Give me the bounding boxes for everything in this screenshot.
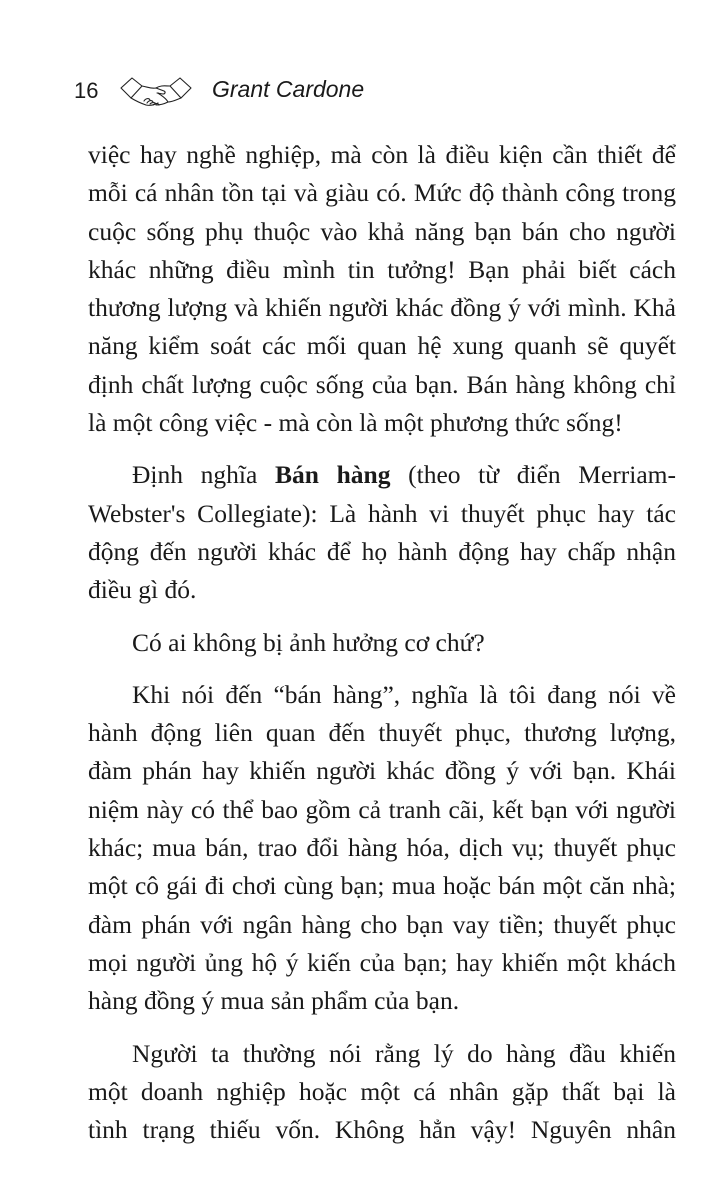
paragraph-question <box>88 624 676 662</box>
text-line: Có ai không bị ảnh hưởng cơ chứ? <box>132 627 485 657</box>
text-line: niệm này có thể bao gồm cả tranh cãi, kết bạn với người <box>88 794 676 824</box>
handshake-icon <box>118 74 194 110</box>
running-header <box>0 72 714 112</box>
text-line: điều gì đó. <box>88 575 197 605</box>
text-line: thương lượng và khiến người khác đồng ý với mình. Khả <box>88 293 676 323</box>
text-line: hành động liên quan đến thuyết phục, thương lượng, <box>88 718 676 748</box>
paragraph-1 <box>88 136 676 442</box>
text-line: Khi nói đến “bán hàng”, nghĩa là tôi đang nói về <box>132 679 676 709</box>
text-line: khác những điều mình tin tưởng! Bạn phải biết cách <box>88 254 676 284</box>
definition-source: (theo từ điển Merriam- <box>390 460 676 490</box>
paragraph-sales-meaning <box>88 676 676 1021</box>
text-line: là một công việc - mà còn là một phương thức sống! <box>88 408 623 438</box>
paragraph-capital <box>88 1035 676 1150</box>
text-line: một doanh nghiệp hoặc một cá nhân gặp thất bại là <box>88 1076 676 1106</box>
text-line: Webster's Collegiate): Là hành vi thuyết phục hay tác <box>88 498 676 528</box>
defined-term: Bán hàng <box>274 460 391 490</box>
author-name: Grant Cardone <box>212 76 365 102</box>
text-line: một cô gái đi chơi cùng bạn; mua hoặc bán một căn nhà; <box>88 871 676 901</box>
definition-lead: Định nghĩa <box>132 460 275 490</box>
paragraph-definition <box>88 456 676 609</box>
text-line: động đến người khác để họ hành động hay chấp nhận <box>88 536 676 566</box>
text-line: định chất lượng cuộc sống của bạn. Bán hàng không chỉ <box>88 369 676 399</box>
text-line: khác; mua bán, trao đổi hàng hóa, dịch vụ; thuyết phục <box>88 833 676 863</box>
text-line: cuộc sống phụ thuộc vào khả năng bạn bán cho người <box>88 216 676 246</box>
text-line: mỗi cá nhân tồn tại và giàu có. Mức độ thành công trong <box>88 178 676 208</box>
page-number: 16 <box>74 78 99 103</box>
page-body <box>88 136 676 1149</box>
text-line: Người ta thường nói rằng lý do hàng đầu khiến <box>132 1038 676 1068</box>
text-line: mọi người ủng hộ ý kiến của bạn; hay khiến một khách <box>88 947 676 977</box>
text-line: năng kiểm soát các mối quan hệ xung quanh sẽ quyết <box>88 331 676 361</box>
text-line: hàng đồng ý mua sản phẩm của bạn. <box>88 986 460 1016</box>
text-line <box>88 456 676 494</box>
text-line: đàm phán với ngân hàng cho bạn vay tiền; thuyết phục <box>88 909 676 939</box>
text-line: đàm phán hay khiến người khác đồng ý với bạn. Khái <box>88 756 676 786</box>
text-line: việc hay nghề nghiệp, mà còn là điều kiện cần thiết để <box>88 140 676 169</box>
text-line: tình trạng thiếu vốn. Không hẳn vậy! Nguyên nhân <box>88 1115 676 1145</box>
